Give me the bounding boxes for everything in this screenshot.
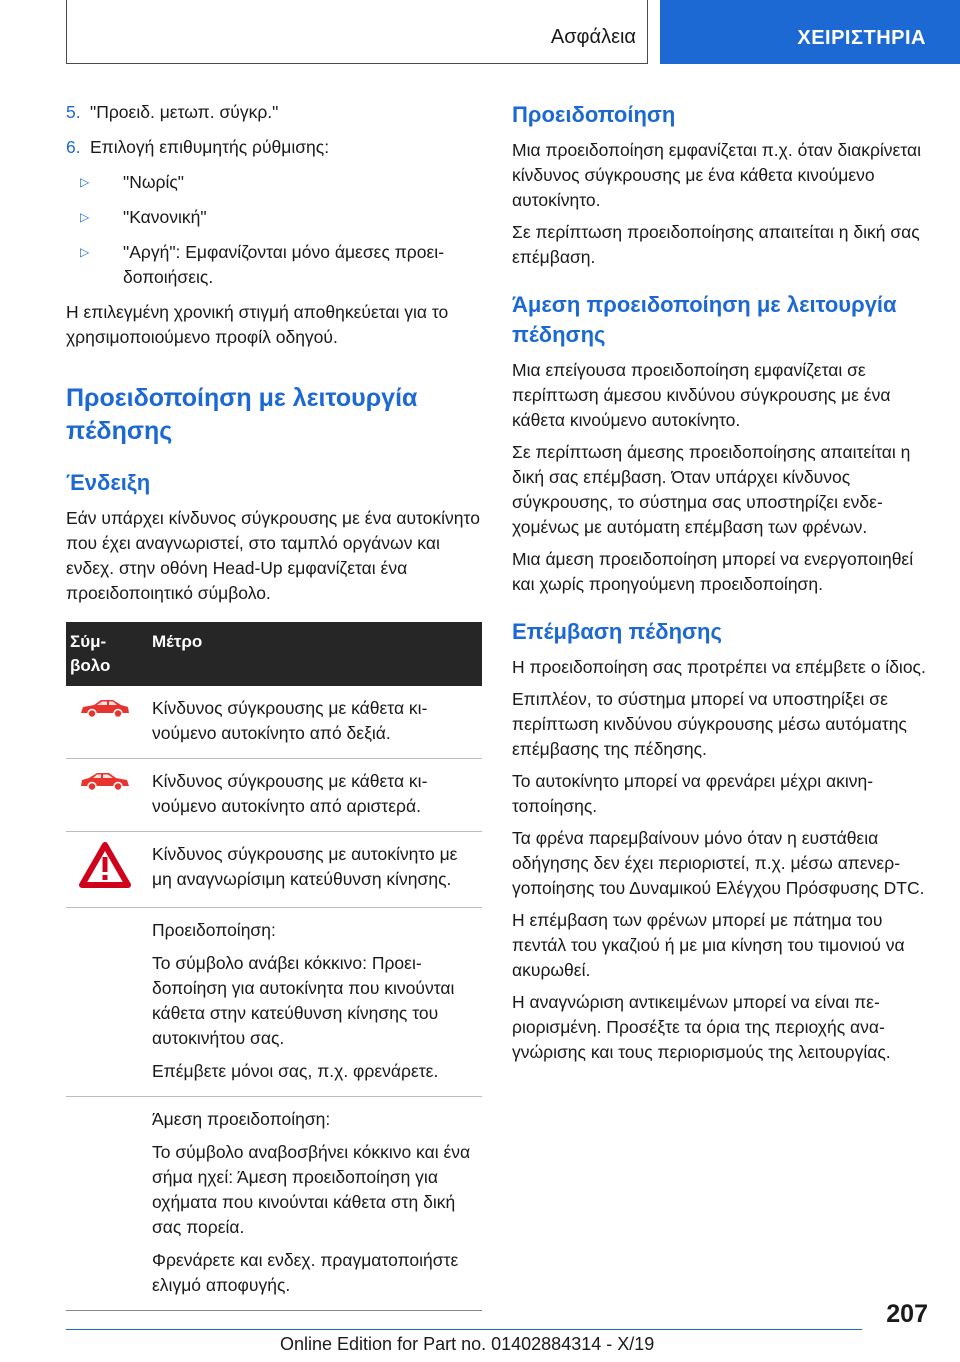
- list-number: 6.: [66, 137, 81, 157]
- header-section-title: Ασφάλεια: [550, 26, 636, 48]
- table-cell-text: Το σύμβολο ανάβει κόκκινο: Προειδοποίηση για αυτοκίνητα που κινούνται κάθετα στην κατεύθυνση κίνησης του αυτοκινήτου σας.: [152, 953, 455, 1048]
- bullet-text: "Κανονική": [123, 207, 207, 227]
- indication-title: Ένδειξη: [66, 470, 151, 495]
- indication-text: Εάν υπάρχει κίνδυνος σύγκρουσης με ένα αυτοκίνητο που έχει αναγνωριστεί, στο ταμπλό οργάνων και ενδεχ. στην οθόνη Head-Up εμφανίζεται ένα προειδοποιητικό σύμβολο.: [66, 508, 480, 603]
- bullet-text: "Νωρίς": [123, 172, 185, 192]
- table-cell-text: Το σύμβολο αναβοσβήνει κόκκινο και ένα σήμα ηχεί: Άμεση προειδοποίηση για οχήματα που κινούνται κάθετα στη δική σας πορεία.: [152, 1142, 471, 1237]
- table-header-measure: Μέτρο: [146, 622, 482, 686]
- paragraph: Τα φρένα παρεμβαίνουν μόνο όταν η ευστάθεια οδήγησης δεν έχει περιοριστεί, π.χ. μέσω απενεργοποίησης του Δυναμικού Ελέγχου Πρόσφυσης DTC.: [512, 828, 925, 898]
- table-cell-text: Κίνδυνος σύγκρουσης με κάθετα κινούμενο αυτοκίνητο από αριστερά.: [152, 771, 428, 816]
- direct-warning-title: Άμεση προειδοποίηση με λειτουργία πέδησης: [512, 292, 897, 347]
- table-row: [66, 1097, 482, 1311]
- paragraph: Σε περίπτωση προειδοποίησης απαιτείται η δική σας επέμβαση.: [512, 222, 920, 267]
- table-row: [66, 832, 482, 908]
- header-chapter-tab: ΧΕΙΡΙΣΤΗΡΙΑ: [660, 0, 960, 64]
- left-column: [66, 100, 482, 1311]
- car-left-icon: [77, 769, 133, 793]
- bullet-item: [66, 240, 482, 290]
- brake-title: Επέμβαση πέδησης: [512, 619, 722, 644]
- table-header-row: [66, 622, 482, 686]
- triangle-bullet-icon: ▷: [80, 245, 90, 259]
- paragraph: Η αναγνώριση αντικειμένων μπορεί να είναι περιορισμένη. Προσέξτε τα όρια της περιοχής αναγνώρισης και τους περιορισμούς της λειτουργίας.: [512, 992, 891, 1062]
- bullet-item: [66, 205, 482, 230]
- bullet-item: [66, 170, 482, 195]
- list-text: Επιλογή επιθυμητής ρύθμισης:: [90, 137, 330, 157]
- triangle-bullet-icon: ▷: [80, 175, 90, 189]
- right-column: [512, 100, 930, 1072]
- car-right-icon: [77, 696, 133, 720]
- table-cell-text: Προειδοποίηση:: [152, 920, 276, 940]
- paragraph: Η προειδοποίηση σας προτρέπει να επέμβετε ο ίδιος.: [512, 657, 926, 677]
- table-header-symbol: Σύμβολο: [66, 622, 146, 686]
- bullet-text: "Αργή": Εμφανίζονται μόνο άμεσες προειδοποιήσεις.: [123, 242, 445, 287]
- paragraph: Το αυτοκίνητο μπορεί να φρενάρει μέχρι ακινητοποίησης.: [512, 771, 874, 816]
- triangle-bullet-icon: ▷: [80, 210, 90, 224]
- warning-triangle-icon: [79, 842, 131, 888]
- list-item: [66, 100, 482, 125]
- paragraph: Η επέμβαση των φρένων μπορεί με πάτημα του πεντάλ του γκαζιού ή με μια κίνηση του τιμονιού να ακυρωθεί.: [512, 910, 905, 980]
- table-cell-text: Κίνδυνος σύγκρουσης με αυτοκίνητο με μη αναγνωρίσιμη κατεύθυνση κίνησης.: [152, 844, 458, 889]
- table-row: [66, 908, 482, 1097]
- warning-title: Προειδοποίηση: [512, 102, 676, 127]
- table-cell-text: Φρενάρετε και ενδεχ. πραγματοποιήστε ελιγμό αποφυγής.: [152, 1250, 459, 1295]
- paragraph: Σε περίπτωση άμεσης προειδοποίησης απαιτείται η δική σας επέμβαση. Όταν υπάρχει κίνδυνος σύγκρουσης, το σύστημα σας υποστηρίζει ενδεχομένως με αυτόματη επέμβαση των φρένων.: [512, 442, 911, 537]
- paragraph: Μια επείγουσα προειδοποίηση εμφανίζεται σε περίπτωση άμεσου κινδύνου σύγκρουσης με ένα κάθετα κινούμενο αυτοκίνητο.: [512, 360, 891, 430]
- symbol-table: [66, 622, 482, 1311]
- list-number: 5.: [66, 102, 81, 122]
- list-item: [66, 135, 482, 160]
- table-row: [66, 759, 482, 832]
- table-row: [66, 686, 482, 759]
- paragraph: Μια προειδοποίηση εμφανίζεται π.χ. όταν διακρίνεται κίνδυνος σύγκρουσης με ένα κάθετα κινούμενο αυτοκίνητο.: [512, 140, 922, 210]
- table-cell-text: Επέμβετε μόνοι σας, π.χ. φρενάρετε.: [152, 1061, 439, 1081]
- footer-edition: Online Edition for Part no. 01402884314 - X/19: [280, 1334, 655, 1354]
- table-cell-text: Κίνδυνος σύγκρουσης με κάθετα κινούμενο αυτοκίνητο από δεξιά.: [152, 698, 428, 743]
- paragraph: Επιπλέον, το σύστημα μπορεί να υποστηρίξει σε περίπτωση κινδύνου σύγκρουσης μέσω αυτόματης επέμβασης της πέδησης.: [512, 689, 907, 759]
- list-text: "Προειδ. μετωπ. σύγκρ.": [90, 102, 279, 122]
- page-number: 207: [886, 1300, 928, 1328]
- section-title: Προειδοποίηση με λειτουργία πέδησης: [66, 384, 418, 445]
- saved-note: Η επιλεγμένη χρονική στιγμή αποθηκεύεται για το χρησιμοποιούμενο προφίλ οδηγού.: [66, 302, 449, 347]
- paragraph: Μια άμεση προειδοποίηση μπορεί να ενεργοποιηθεί και χωρίς προηγούμενη προειδοποίηση.: [512, 549, 914, 594]
- footer-divider: [66, 1329, 862, 1330]
- table-cell-text: Άμεση προειδοποίηση:: [152, 1109, 331, 1129]
